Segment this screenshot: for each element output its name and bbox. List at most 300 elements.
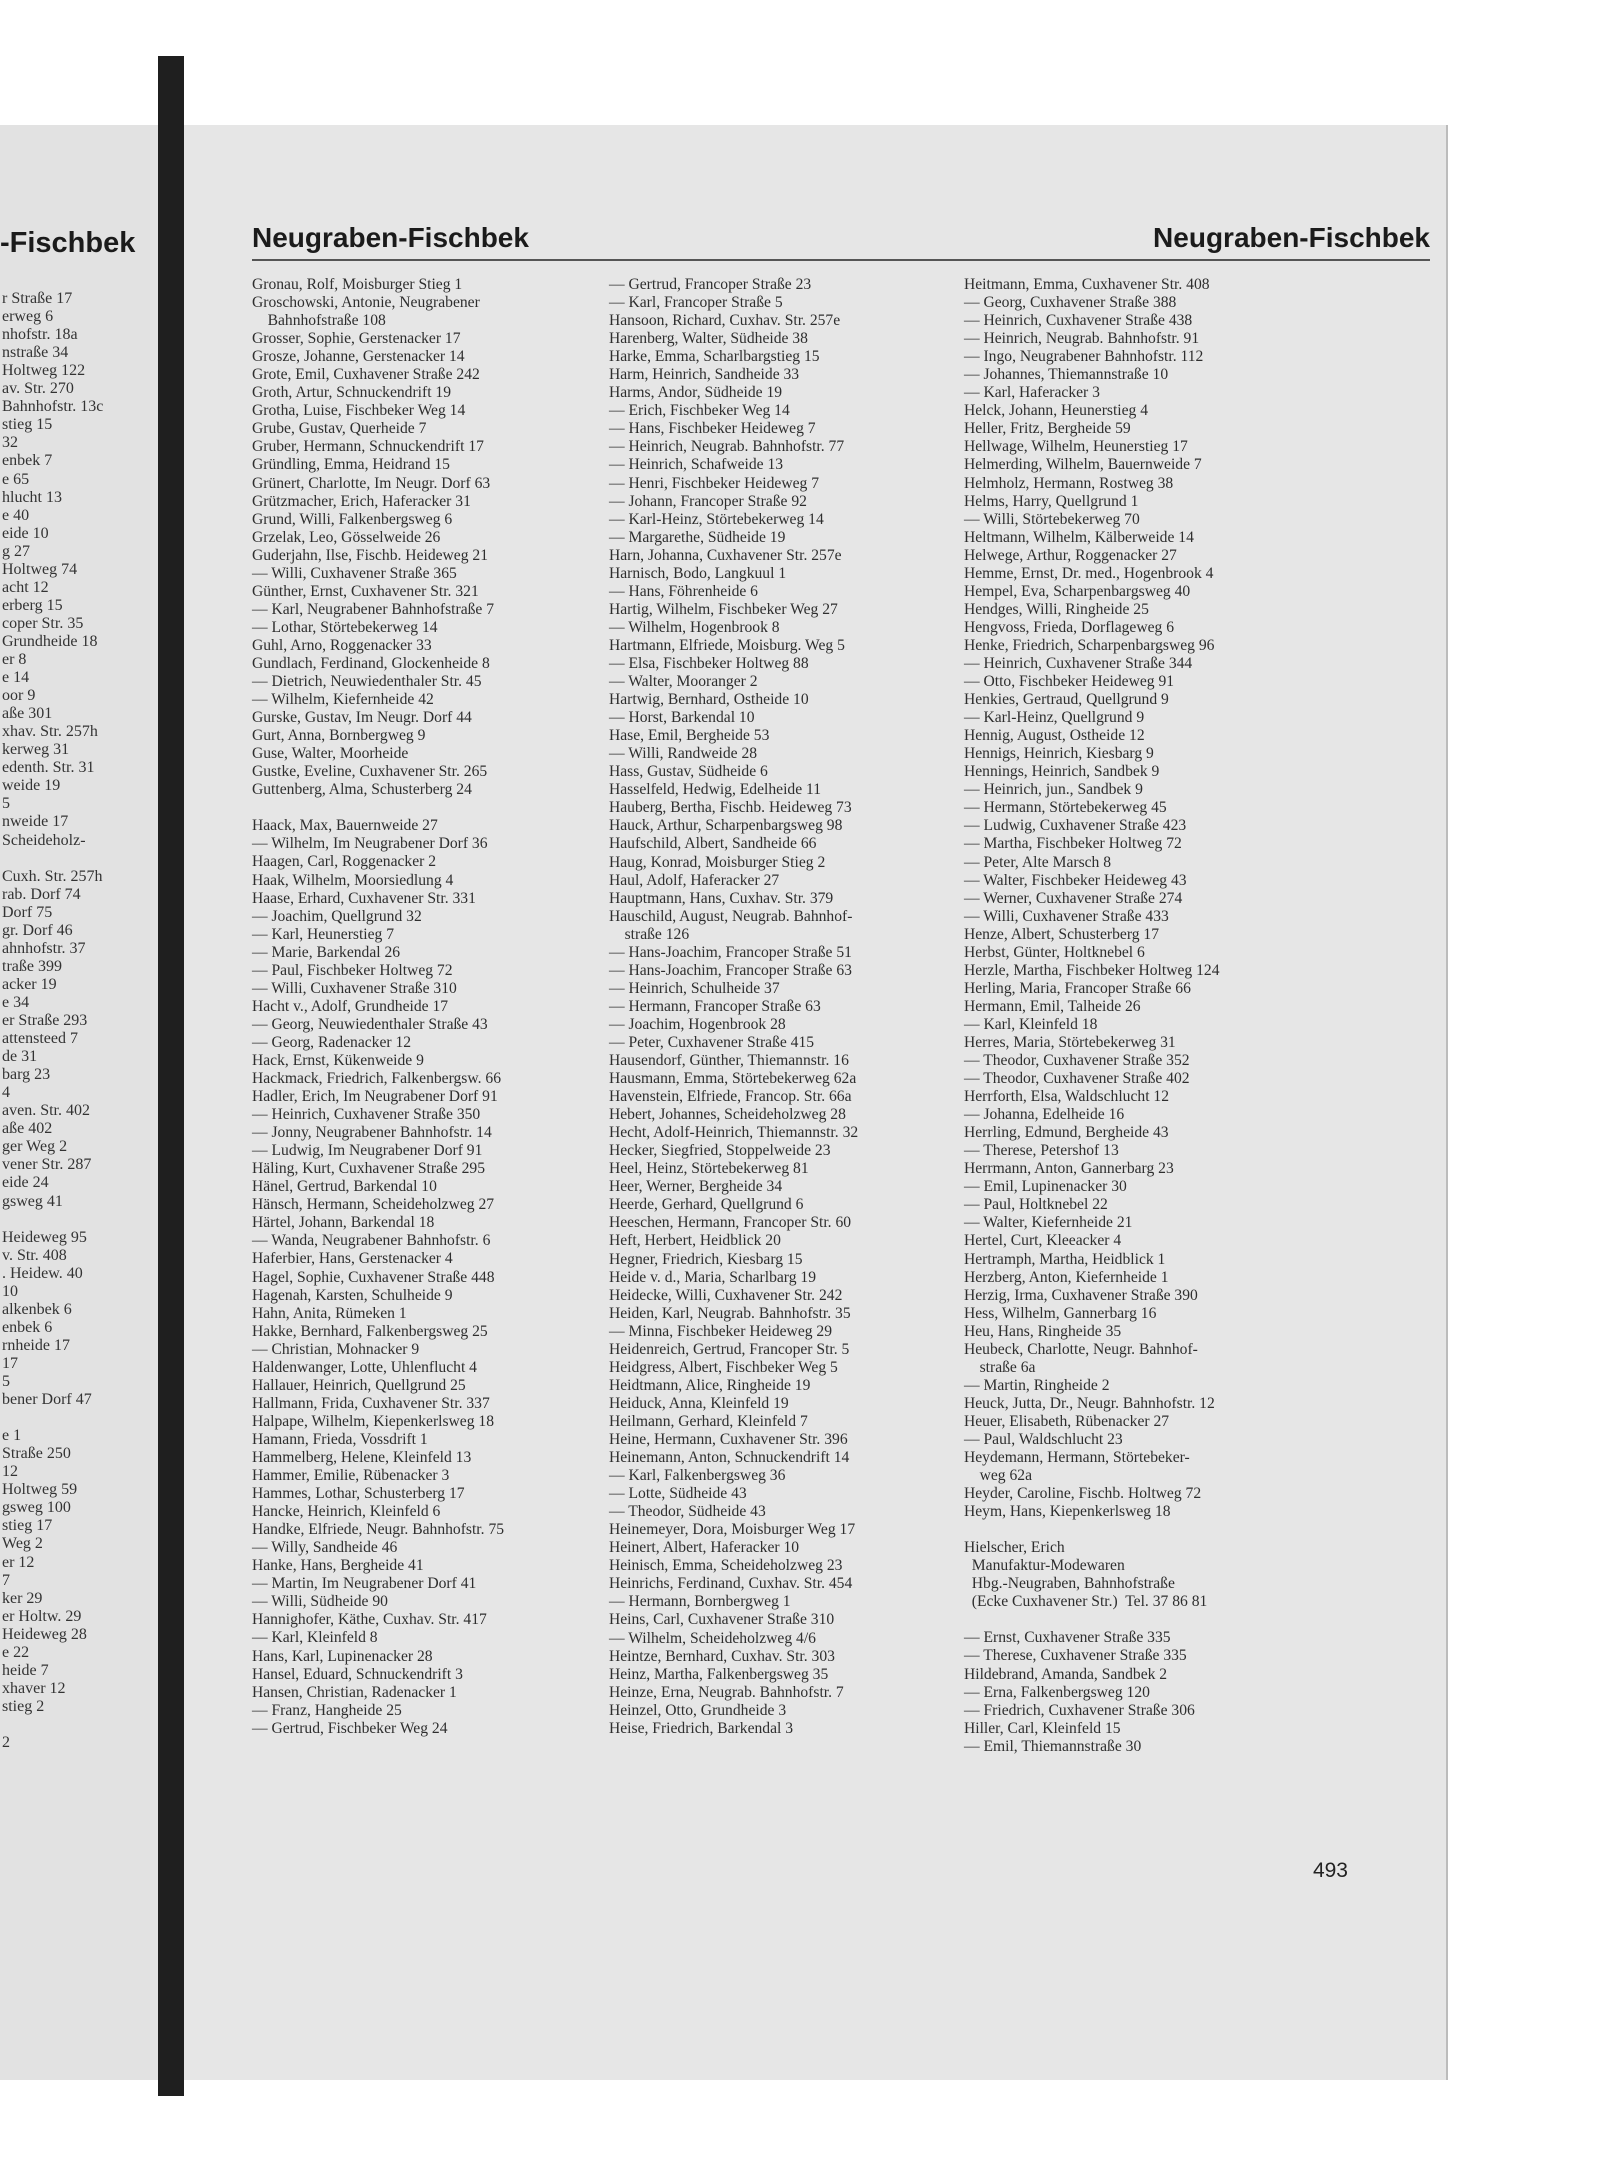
- directory-entry: — Otto, Fischbeker Heideweg 91: [964, 673, 1175, 691]
- directory-entry: — Ernst, Cuxhavener Straße 335: [964, 1629, 1171, 1647]
- directory-entry: Hannighofer, Käthe, Cuxhav. Str. 417: [252, 1611, 487, 1629]
- directory-entry: Guttenberg, Alma, Schusterberg 24: [252, 781, 472, 799]
- left-page-line: bener Dorf 47: [2, 1391, 92, 1409]
- directory-entry: — Johann, Francoper Straße 92: [609, 492, 807, 510]
- directory-entry: Heise, Friedrich, Barkendal 3: [609, 1719, 794, 1737]
- directory-entry: — Lotte, Südheide 43: [609, 1485, 747, 1503]
- left-page-line: aven. Str. 402: [2, 1102, 90, 1120]
- directory-entry: — Joachim, Quellgrund 32: [252, 907, 422, 925]
- directory-entry: Heine, Hermann, Cuxhavener Str. 396: [609, 1431, 848, 1448]
- directory-entry: Hauschild, August, Neugrab. Bahnhof-: [609, 907, 853, 925]
- left-page-line: e 22: [2, 1643, 30, 1661]
- directory-entry: Hallmann, Frida, Cuxhavener Str. 337: [252, 1394, 490, 1412]
- directory-entry: Handke, Elfriede, Neugr. Bahnhofstr. 75: [252, 1521, 505, 1539]
- section-gap: [964, 1611, 1309, 1629]
- directory-entry: Grosser, Sophie, Gerstenacker 17: [252, 330, 461, 348]
- directory-entry: Hausendorf, Günther, Thiemannstr. 16: [609, 1052, 849, 1070]
- directory-entry: Grotha, Luise, Fischbeker Weg 14: [252, 402, 466, 420]
- directory-entry: — Erich, Fischbeker Weg 14: [609, 402, 790, 420]
- left-page-line: 10: [2, 1282, 18, 1300]
- directory-entry: Gurt, Anna, Bornbergweg 9: [252, 727, 426, 745]
- directory-entry: Hegner, Friedrich, Kiesbarg 15: [609, 1250, 803, 1268]
- directory-entry: — Ludwig, Im Neugrabener Dorf 91: [252, 1142, 483, 1160]
- left-page-line: g 27: [2, 542, 30, 560]
- left-page-line: barg 23: [2, 1066, 51, 1084]
- directory-entry: — Franz, Hangheide 25: [252, 1701, 402, 1719]
- left-page-line: gr. Dorf 46: [2, 921, 73, 939]
- left-page-line: Scheideholz-: [2, 831, 86, 849]
- directory-entry: — Werner, Cuxhavener Straße 274: [964, 889, 1183, 907]
- directory-entry: Heidgress, Albert, Fischbeker Weg 5: [609, 1358, 838, 1376]
- directory-entry: Heinemann, Anton, Schnuckendrift 14: [609, 1449, 850, 1467]
- page-header-left: Neugraben-Fischbek: [252, 222, 529, 253]
- directory-entry: — Hans-Joachim, Francoper Straße 51: [609, 943, 852, 961]
- directory-entry: Haase, Erhard, Cuxhavener Str. 331: [252, 889, 476, 907]
- directory-entry: — Hans, Fischbeker Heideweg 7: [609, 420, 816, 438]
- directory-entry: Hiller, Carl, Kleinfeld 15: [964, 1719, 1121, 1737]
- directory-entry: Hasselfeld, Hedwig, Edelheide 11: [609, 781, 822, 799]
- directory-entry: Hahn, Anita, Rümeken 1: [252, 1304, 407, 1322]
- directory-entry: Heydemann, Hermann, Störtebeker-: [964, 1449, 1190, 1467]
- directory-entry: Hacht v., Adolf, Grundheide 17: [252, 997, 449, 1015]
- directory-entry: — Heinrich, Cuxhavener Straße 344: [964, 654, 1193, 672]
- directory-entry: Helms, Harry, Quellgrund 1: [964, 492, 1139, 510]
- directory-entry: Herrmann, Anton, Gannerbarg 23: [964, 1160, 1174, 1178]
- directory-entry: Hakke, Bernhard, Falkenbergsweg 25: [252, 1322, 488, 1340]
- directory-entry: — Georg, Neuwiedenthaler Straße 43: [252, 1015, 488, 1033]
- directory-entry: Heuer, Elisabeth, Rübenacker 27: [964, 1412, 1170, 1430]
- left-page-line: 12: [2, 1463, 18, 1481]
- left-page-line: ahnhofstr. 37: [2, 939, 86, 957]
- directory-entry: Heintze, Bernhard, Cuxhav. Str. 303: [609, 1647, 835, 1665]
- directory-entry: Hellwage, Wilhelm, Heunerstieg 17: [964, 438, 1188, 456]
- directory-entry: — Margarethe, Südheide 19: [609, 528, 786, 546]
- directory-entry: — Karl, Neugrabener Bahnhofstraße 7: [252, 600, 495, 618]
- directory-entry: — Willi, Störtebekerweg 70: [964, 510, 1140, 528]
- directory-entry: Hendges, Willi, Ringheide 25: [964, 600, 1149, 618]
- section-gap: [964, 1521, 1309, 1539]
- directory-entry: — Willi, Cuxhavener Straße 433: [964, 907, 1169, 925]
- directory-entry: Grund, Willi, Falkenbergsweg 6: [252, 510, 453, 528]
- directory-entry: — Dietrich, Neuwiedenthaler Str. 45: [252, 673, 482, 691]
- left-page-line: erweg 6: [2, 308, 54, 326]
- left-page-line: xhaver 12: [2, 1679, 66, 1697]
- directory-entry: — Lothar, Störtebekerweg 14: [252, 618, 438, 636]
- directory-entry: — Hans-Joachim, Francoper Straße 63: [609, 961, 852, 979]
- left-page-line: e 14: [2, 669, 30, 687]
- directory-entry: Helmerding, Wilhelm, Bauernweide 7: [964, 456, 1202, 474]
- directory-entry: — Willy, Sandheide 46: [252, 1539, 398, 1557]
- directory-entry: weg 62a: [964, 1467, 1032, 1485]
- directory-entry: Heyder, Caroline, Fischb. Holtweg 72: [964, 1485, 1202, 1503]
- directory-entry: — Walter, Fischbeker Heideweg 43: [964, 871, 1187, 889]
- directory-entry: Heiduck, Anna, Kleinfeld 19: [609, 1394, 789, 1412]
- directory-entry: — Paul, Waldschlucht 23: [964, 1431, 1123, 1448]
- directory-entry: Hansel, Eduard, Schnuckendrift 3: [252, 1665, 463, 1683]
- directory-entry: — Georg, Cuxhavener Straße 388: [964, 294, 1177, 312]
- directory-entry: — Willi, Cuxhavener Straße 365: [252, 564, 457, 582]
- directory-entry: Bahnhofstraße 108: [252, 312, 386, 330]
- book-spine: [158, 56, 184, 2096]
- directory-entry: straße 126: [609, 925, 690, 943]
- directory-entry: Harn, Johanna, Cuxhavener Str. 257e: [609, 546, 842, 564]
- directory-entry: Heidtmann, Alice, Ringheide 19: [609, 1376, 811, 1394]
- left-page-line: 5: [2, 795, 10, 813]
- directory-column-3: [964, 276, 1309, 1756]
- left-page-line: 32: [2, 434, 18, 452]
- directory-entry: Herzberg, Anton, Kiefernheide 1: [964, 1268, 1169, 1286]
- page-header-right: Neugraben-Fischbek: [1153, 222, 1430, 253]
- directory-entry: Hase, Emil, Bergheide 53: [609, 727, 770, 745]
- directory-entry: Grosze, Johanne, Gerstenacker 14: [252, 348, 465, 366]
- directory-entry: Hbg.-Neugraben, Bahnhofstraße: [964, 1575, 1175, 1593]
- directory-entry: Gruber, Hermann, Schnuckendrift 17: [252, 438, 484, 456]
- directory-entry: Hauptmann, Hans, Cuxhav. Str. 379: [609, 889, 834, 907]
- directory-entry: Hammes, Lothar, Schusterberg 17: [252, 1485, 465, 1503]
- directory-entry: — Ingo, Neugrabener Bahnhofstr. 112: [964, 348, 1204, 366]
- directory-entry: Harms, Andor, Südheide 19: [609, 384, 783, 402]
- directory-entry: — Ludwig, Cuxhavener Straße 423: [964, 817, 1187, 835]
- directory-entry: — Heinrich, Schulheide 37: [609, 979, 780, 997]
- directory-entry: Hennigs, Heinrich, Kiesbarg 9: [964, 745, 1154, 763]
- section-gap: [252, 799, 597, 817]
- directory-entry: Hanke, Hans, Bergheide 41: [252, 1557, 424, 1575]
- directory-entry: Henkies, Gertraud, Quellgrund 9: [964, 691, 1169, 709]
- directory-entry: Hermann, Emil, Talheide 26: [964, 997, 1141, 1015]
- directory-entry: Heer, Werner, Bergheide 34: [609, 1178, 783, 1196]
- directory-entry: Günther, Ernst, Cuxhavener Str. 321: [252, 582, 479, 600]
- directory-entry: — Willi, Südheide 90: [252, 1593, 388, 1611]
- directory-entry: Heym, Hans, Kiepenkerlsweg 18: [964, 1503, 1171, 1521]
- directory-entry: — Heinrich, Cuxhavener Straße 350: [252, 1106, 481, 1124]
- directory-entry: (Ecke Cuxhavener Str.) Tel. 37 86 81: [964, 1593, 1208, 1611]
- directory-entry: — Willi, Randweide 28: [609, 745, 758, 763]
- directory-entry: — Hans, Föhrenheide 6: [609, 582, 758, 600]
- directory-entry: Hengvoss, Frieda, Dorflageweg 6: [964, 618, 1175, 636]
- directory-entry: Hans, Karl, Lupinenacker 28: [252, 1647, 433, 1665]
- directory-entry: — Therese, Cuxhavener Straße 335: [964, 1647, 1187, 1665]
- left-page-line: enbek 6: [2, 1318, 53, 1336]
- directory-entry: — Paul, Fischbeker Holtweg 72: [252, 961, 453, 979]
- left-page-line: Holtweg 74: [2, 560, 78, 578]
- directory-entry: Grünert, Charlotte, Im Neugr. Dorf 63: [252, 474, 491, 492]
- left-page-line: nstraße 34: [2, 344, 69, 362]
- directory-entry: Halpape, Wilhelm, Kiepenkerlsweg 18: [252, 1412, 495, 1430]
- directory-entry: Hennings, Heinrich, Sandbek 9: [964, 763, 1160, 781]
- directory-entry: — Emil, Lupinenacker 30: [964, 1178, 1127, 1196]
- left-page-line: 4: [2, 1084, 10, 1102]
- directory-entry: Grzelak, Leo, Gösselweide 26: [252, 528, 441, 546]
- directory-entry: — Wilhelm, Kiefernheide 42: [252, 691, 434, 709]
- directory-entry: — Karl, Heunerstieg 7: [252, 925, 395, 943]
- directory-entry: — Wilhelm, Im Neugrabener Dorf 36: [252, 835, 488, 853]
- directory-entry: Heubeck, Charlotte, Neugr. Bahnhof-: [964, 1340, 1198, 1358]
- directory-entry: Hertel, Curt, Kleeacker 4: [964, 1232, 1122, 1250]
- directory-entry: Hänel, Gertrud, Barkendal 10: [252, 1178, 437, 1196]
- header-rule: [252, 259, 1430, 261]
- directory-entry: Herbst, Günter, Holtknebel 6: [964, 943, 1145, 961]
- directory-entry: Heinemeyer, Dora, Moisburger Weg 17: [609, 1521, 856, 1539]
- directory-entry: Gurske, Gustav, Im Neugr. Dorf 44: [252, 709, 472, 727]
- directory-entry: Heinert, Albert, Haferacker 10: [609, 1539, 800, 1557]
- directory-entry: Hancke, Heinrich, Kleinfeld 6: [252, 1503, 441, 1521]
- left-page-line: e 40: [2, 506, 30, 524]
- directory-entry: Hecker, Siegfried, Stoppelweide 23: [609, 1142, 831, 1160]
- directory-entry: — Erna, Falkenbergsweg 120: [964, 1683, 1150, 1701]
- directory-entry: Heller, Fritz, Bergheide 59: [964, 420, 1131, 438]
- directory-entry: Hallauer, Heinrich, Quellgrund 25: [252, 1376, 466, 1394]
- left-page-line: Straße 250: [2, 1445, 71, 1463]
- left-page-line: Weg 2: [2, 1535, 43, 1553]
- directory-entry: — Wanda, Neugrabener Bahnhofstr. 6: [252, 1232, 491, 1250]
- directory-entry: Harke, Emma, Scharlbargstieg 15: [609, 348, 820, 366]
- left-page-line: rab. Dorf 74: [2, 885, 81, 903]
- directory-entry: Harm, Heinrich, Sandheide 33: [609, 366, 800, 384]
- directory-entry: — Hermann, Francoper Straße 63: [609, 997, 821, 1015]
- directory-entry: Hansen, Christian, Radenacker 1: [252, 1683, 457, 1701]
- directory-entry: Guse, Walter, Moorheide: [252, 745, 409, 763]
- left-page-line: rnheide 17: [2, 1336, 70, 1354]
- directory-entry: Heltmann, Wilhelm, Kälberweide 14: [964, 528, 1194, 546]
- directory-entry: Heu, Hans, Ringheide 35: [964, 1322, 1122, 1340]
- directory-entry: Hamann, Frieda, Vossdrift 1: [252, 1430, 428, 1448]
- directory-entry: Heinisch, Emma, Scheideholzweg 23: [609, 1557, 843, 1575]
- directory-entry: Heinze, Erna, Neugrab. Bahnhofstr. 7: [609, 1683, 844, 1701]
- left-page-line: acht 12: [2, 578, 49, 596]
- directory-entry: — Karl, Kleinfeld 18: [964, 1015, 1098, 1033]
- left-page-fragment: [0, 125, 160, 2080]
- directory-entry: — Heinrich, jun., Sandbek 9: [964, 781, 1143, 799]
- left-page-line: erberg 15: [2, 596, 63, 614]
- directory-entry: Heinzel, Otto, Grundheide 3: [609, 1701, 787, 1719]
- directory-entry: Heinrichs, Ferdinand, Cuxhav. Str. 454: [609, 1575, 853, 1593]
- directory-entry: Hadler, Erich, Im Neugrabener Dorf 91: [252, 1088, 498, 1106]
- left-page-line: attensteed 7: [2, 1030, 78, 1048]
- directory-entry: — Theodor, Südheide 43: [609, 1503, 766, 1521]
- directory-entry: — Heinrich, Cuxhavener Straße 438: [964, 312, 1193, 330]
- left-page-line: de 31: [2, 1048, 38, 1066]
- directory-entry: Heerde, Gerhard, Quellgrund 6: [609, 1196, 804, 1214]
- left-page-line: aße 301: [2, 705, 53, 723]
- directory-entry: — Martha, Fischbeker Holtweg 72: [964, 835, 1182, 853]
- directory-entry: — Willi, Cuxhavener Straße 310: [252, 979, 457, 997]
- left-page-line: e 1: [2, 1427, 22, 1445]
- directory-entry: Harenberg, Walter, Südheide 38: [609, 330, 808, 348]
- directory-entry: Haferbier, Hans, Gerstenacker 4: [252, 1250, 453, 1268]
- directory-entry: Henze, Albert, Schusterberg 17: [964, 925, 1160, 943]
- directory-entry: Hauck, Arthur, Scharpenbargsweg 98: [609, 817, 843, 835]
- directory-entry: Haack, Max, Bauernweide 27: [252, 817, 438, 835]
- directory-entry: Heft, Herbert, Heidblick 20: [609, 1232, 781, 1250]
- page-number: 493: [1312, 1859, 1348, 1882]
- directory-entry: — Heinrich, Neugrab. Bahnhofstr. 77: [609, 438, 845, 456]
- left-page-line: nweide 17: [2, 813, 69, 831]
- directory-entry: Hack, Ernst, Kükenweide 9: [252, 1051, 424, 1069]
- directory-entry: Manufaktur-Modewaren: [964, 1557, 1125, 1575]
- directory-entry: Heiden, Karl, Neugrab. Bahnhofstr. 35: [609, 1304, 851, 1322]
- left-page-line: eide 10: [2, 524, 49, 542]
- directory-entry: Herrforth, Elsa, Waldschlucht 12: [964, 1088, 1170, 1106]
- directory-entry: Heidenreich, Gertrud, Francoper Str. 5: [609, 1340, 850, 1358]
- left-page-line: edenth. Str. 31: [2, 759, 95, 777]
- left-page-line: aße 402: [2, 1120, 53, 1138]
- left-page-line: er 8: [2, 651, 27, 668]
- directory-entry: — Georg, Radenacker 12: [252, 1033, 412, 1051]
- directory-entry: Herres, Maria, Störtebekerweg 31: [964, 1033, 1176, 1051]
- directory-entry: Hackmack, Friedrich, Falkenbergsw. 66: [252, 1070, 501, 1088]
- directory-entry: Hecht, Adolf-Heinrich, Thiemannstr. 32: [609, 1124, 859, 1142]
- left-page-line: vener Str. 287: [2, 1156, 92, 1174]
- directory-entry: Hielscher, Erich: [964, 1539, 1065, 1557]
- directory-entry: Herzle, Martha, Fischbeker Holtweg 124: [964, 961, 1220, 979]
- directory-entry: Heins, Carl, Cuxhavener Straße 310: [609, 1611, 835, 1629]
- left-page-line: eide 24: [2, 1174, 49, 1192]
- directory-entry: Haug, Konrad, Moisburger Stieg 2: [609, 853, 826, 871]
- directory-column-2: [609, 276, 954, 1738]
- directory-entry: Heinz, Martha, Falkenbergsweg 35: [609, 1665, 829, 1683]
- directory-entry: Heitmann, Emma, Cuxhavener Str. 408: [964, 276, 1210, 293]
- directory-entry: Hammelberg, Helene, Kleinfeld 13: [252, 1449, 472, 1466]
- left-page-line: traße 399: [2, 957, 62, 975]
- directory-entry: Herzig, Irma, Cuxhavener Straße 390: [964, 1286, 1198, 1304]
- directory-entry: Hennig, August, Ostheide 12: [964, 727, 1145, 745]
- directory-entry: Haufschild, Albert, Sandheide 66: [609, 835, 817, 853]
- directory-entry: Helwege, Arthur, Roggenacker 27: [964, 546, 1177, 564]
- directory-entry: Harnisch, Bodo, Langkuul 1: [609, 564, 787, 582]
- left-page-line: nhofstr. 18a: [2, 326, 78, 344]
- directory-entry: Heeschen, Hermann, Francoper Str. 60: [609, 1214, 852, 1232]
- directory-entry: — Johannes, Thiemannstraße 10: [964, 366, 1169, 384]
- directory-entry: Herling, Maria, Francoper Straße 66: [964, 979, 1191, 997]
- directory-entry: — Walter, Kiefernheide 21: [964, 1214, 1133, 1232]
- left-page-line: oor 9: [2, 687, 36, 705]
- left-page-line: gsweg 41: [2, 1192, 63, 1210]
- directory-entry: Hartwig, Bernhard, Ostheide 10: [609, 691, 809, 709]
- directory-entry: — Walter, Mooranger 2: [609, 673, 758, 691]
- directory-entry: — Karl-Heinz, Quellgrund 9: [964, 709, 1145, 727]
- directory-entry: — Karl, Haferacker 3: [964, 384, 1100, 402]
- left-page-line: coper Str. 35: [2, 614, 84, 632]
- left-page-line: enbek 7: [2, 452, 53, 470]
- left-page-line: Holtweg 122: [2, 362, 86, 380]
- directory-entry: — Christian, Mohnacker 9: [252, 1340, 420, 1358]
- directory-entry: — Martin, Ringheide 2: [964, 1376, 1110, 1394]
- directory-entry: — Theodor, Cuxhavener Straße 352: [964, 1052, 1190, 1070]
- directory-entry: — Hermann, Bornbergweg 1: [609, 1593, 791, 1611]
- directory-entry: Henke, Friedrich, Scharpenbargsweg 96: [964, 636, 1215, 654]
- directory-entry: Hausmann, Emma, Störtebekerweg 62a: [609, 1070, 857, 1088]
- left-page-line: stieg 17: [2, 1517, 53, 1535]
- left-page-line: r Straße 17: [2, 290, 73, 307]
- right-page: [184, 125, 1448, 2080]
- directory-entry: — Heinrich, Neugrab. Bahnhofstr. 91: [964, 330, 1200, 348]
- directory-entry: — Karl, Kleinfeld 8: [252, 1629, 378, 1647]
- directory-entry: Hänsch, Hermann, Scheideholzweg 27: [252, 1196, 495, 1214]
- directory-entry: Havenstein, Elfriede, Francop. Str. 66a: [609, 1088, 852, 1106]
- directory-entry: Heidecke, Willi, Cuxhavener Str. 242: [609, 1286, 843, 1304]
- directory-entry: Guderjahn, Ilse, Fischb. Heideweg 21: [252, 546, 489, 564]
- directory-entry: Hagenah, Karsten, Schulheide 9: [252, 1286, 453, 1304]
- left-page-line: e 65: [2, 470, 30, 488]
- directory-entry: Gustke, Eveline, Cuxhavener Str. 265: [252, 763, 488, 781]
- directory-entry: Haagen, Carl, Roggenacker 2: [252, 853, 437, 871]
- directory-entry: Hartmann, Elfriede, Moisburg. Weg 5: [609, 636, 845, 654]
- directory-entry: Heilmann, Gerhard, Kleinfeld 7: [609, 1412, 808, 1430]
- directory-entry: — Emil, Thiemannstraße 30: [964, 1737, 1142, 1755]
- directory-entry: — Gertrud, Fischbeker Weg 24: [252, 1719, 448, 1737]
- left-page-line: Dorf 75: [2, 903, 53, 921]
- directory-entry: Heuck, Jutta, Dr., Neugr. Bahnhofstr. 12: [964, 1394, 1215, 1412]
- directory-entry: Guhl, Arno, Roggenacker 33: [252, 636, 432, 654]
- left-page-line: stieg 15: [2, 416, 53, 434]
- directory-entry: — Wilhelm, Hogenbrook 8: [609, 618, 780, 636]
- left-page-line: heide 7: [2, 1661, 49, 1679]
- left-page-line: er Straße 293: [2, 1012, 88, 1029]
- left-page-line: . Heidew. 40: [2, 1264, 83, 1282]
- left-page-line: Holtweg 59: [2, 1481, 78, 1499]
- directory-entry: Hagel, Sophie, Cuxhavener Straße 448: [252, 1268, 495, 1286]
- directory-entry: — Karl, Falkenbergsweg 36: [609, 1467, 786, 1485]
- left-page-line: weide 19: [2, 777, 61, 795]
- directory-entry: Haldenwanger, Lotte, Uhlenflucht 4: [252, 1358, 477, 1376]
- left-page-line: Grundheide 18: [2, 632, 98, 650]
- left-page-line: ger Weg 2: [2, 1138, 68, 1156]
- directory-entry: — Johanna, Edelheide 16: [964, 1106, 1125, 1124]
- directory-entry: Grützmacher, Erich, Haferacker 31: [252, 492, 471, 510]
- directory-entry: Hass, Gustav, Südheide 6: [609, 763, 768, 781]
- directory-entry: Hartig, Wilhelm, Fischbeker Weg 27: [609, 600, 838, 618]
- directory-entry: — Hermann, Störtebekerweg 45: [964, 799, 1167, 817]
- directory-entry: Hempel, Eva, Scharpenbargsweg 40: [964, 582, 1191, 600]
- directory-entry: — Therese, Petershof 13: [964, 1142, 1119, 1160]
- directory-entry: Hebert, Johannes, Scheideholzweg 28: [609, 1106, 846, 1124]
- directory-entry: Grube, Gustav, Querheide 7: [252, 420, 427, 438]
- directory-entry: Härtel, Johann, Barkendal 18: [252, 1214, 435, 1232]
- directory-entry: Häling, Kurt, Cuxhavener Straße 295: [252, 1160, 485, 1178]
- left-page-line: alkenbek 6: [2, 1300, 72, 1318]
- directory-entry: Grote, Emil, Cuxhavener Straße 242: [252, 366, 480, 384]
- directory-entry: Groth, Artur, Schnuckendrift 19: [252, 384, 452, 402]
- directory-entry: — Henri, Fischbeker Heideweg 7: [609, 474, 820, 492]
- directory-entry: — Heinrich, Schafweide 13: [609, 456, 784, 474]
- directory-entry: — Horst, Barkendal 10: [609, 709, 755, 727]
- directory-entry: — Theodor, Cuxhavener Straße 402: [964, 1070, 1190, 1088]
- left-page-line: gsweg 100: [2, 1499, 71, 1517]
- directory-entry: Haul, Adolf, Haferacker 27: [609, 871, 780, 889]
- left-page-line: er 12: [2, 1553, 35, 1571]
- directory-entry: Hildebrand, Amanda, Sandbek 2: [964, 1665, 1168, 1683]
- directory-entry: Helck, Johann, Heunerstieg 4: [964, 402, 1149, 420]
- left-page-line: xhav. Str. 257h: [2, 723, 98, 741]
- directory-entry: — Friedrich, Cuxhavener Straße 306: [964, 1701, 1195, 1719]
- directory-entry: Hammer, Emilie, Rübenacker 3: [252, 1467, 450, 1485]
- directory-entry: Hess, Wilhelm, Gannerbarg 16: [964, 1304, 1157, 1322]
- left-page-line: kerweg 31: [2, 741, 70, 759]
- directory-entry: Groschowski, Antonie, Neugrabener: [252, 294, 480, 312]
- directory-entry: — Minna, Fischbeker Heideweg 29: [609, 1322, 833, 1340]
- directory-entry: straße 6a: [964, 1358, 1036, 1376]
- directory-entry: — Elsa, Fischbeker Holtweg 88: [609, 654, 809, 672]
- directory-entry: Heel, Heinz, Störtebekerweg 81: [609, 1160, 809, 1178]
- left-page-header: -Fischbek: [0, 227, 136, 259]
- directory-entry: — Jonny, Neugrabener Bahnhofstr. 14: [252, 1124, 492, 1142]
- left-page-line: 2: [2, 1734, 10, 1751]
- directory-entry: — Peter, Alte Marsch 8: [964, 853, 1112, 871]
- directory-entry: Gundlach, Ferdinand, Glockenheide 8: [252, 654, 490, 672]
- left-page-line: Bahnhofstr. 13c: [2, 398, 104, 416]
- directory-entry: — Marie, Barkendal 26: [252, 943, 401, 961]
- left-page-line: v. Str. 408: [2, 1246, 67, 1264]
